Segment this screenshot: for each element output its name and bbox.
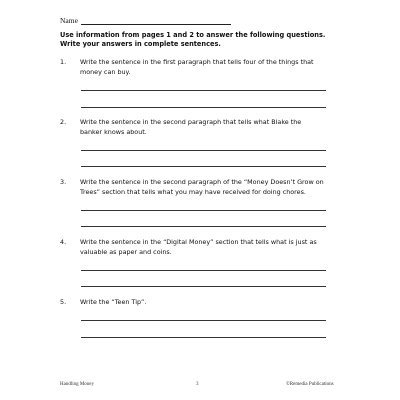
question-text-line: Write the sentence in the second paragraph of the “Money Doesn’t Grow on — [80, 178, 324, 186]
question-4 — [60, 238, 340, 257]
instruction-line: Use information from pages 1 and 2 to answer the following questions. — [60, 31, 326, 39]
footer-publisher: ©Remedia Publications — [286, 382, 334, 387]
question-number: 1. — [60, 58, 67, 66]
name-label: Name — [60, 16, 78, 25]
instruction-line: Write your answers in complete sentences. — [60, 40, 221, 48]
name-row — [60, 16, 231, 25]
answer-line[interactable] — [81, 166, 326, 167]
answer-line[interactable] — [81, 286, 326, 287]
question-text-line: banker knows about. — [80, 127, 147, 136]
name-field[interactable] — [81, 17, 231, 25]
answer-line[interactable] — [81, 337, 326, 338]
answer-line[interactable] — [81, 210, 326, 211]
answer-line[interactable] — [81, 150, 326, 151]
question-text-line: valuable as paper and coins. — [80, 247, 172, 256]
answer-line[interactable] — [81, 90, 326, 91]
question-text-line: Write the sentence in the first paragraph that tells four of the things that — [80, 58, 314, 66]
question-number: 4. — [60, 238, 67, 246]
answer-line[interactable] — [81, 270, 326, 271]
answer-line[interactable] — [81, 107, 326, 108]
page-number: 3 — [196, 382, 199, 387]
question-5 — [60, 298, 340, 308]
question-3 — [60, 178, 340, 197]
answer-line[interactable] — [81, 226, 326, 227]
answer-line[interactable] — [81, 320, 326, 321]
question-text — [80, 238, 340, 257]
question-text — [80, 58, 340, 77]
question-1 — [60, 58, 340, 77]
question-text — [80, 178, 340, 197]
question-text — [80, 298, 340, 308]
question-text-line: Write the sentence in the second paragraph that tells what Blake the — [80, 118, 302, 126]
question-text — [80, 118, 340, 137]
instructions — [60, 31, 350, 49]
question-text-line: Write the sentence in the “Digital Money” section that tells what is just as — [80, 238, 317, 246]
question-2 — [60, 118, 340, 137]
question-text-line: money can buy. — [80, 67, 131, 76]
question-text-line: Write the “Teen Tip”. — [80, 298, 147, 306]
question-number: 5. — [60, 298, 67, 306]
question-text-line: Trees” section that tells what you may have received for doing chores. — [80, 187, 306, 196]
question-number: 3. — [60, 178, 67, 186]
footer-title: Handling Money — [60, 382, 95, 387]
question-number: 2. — [60, 118, 67, 126]
